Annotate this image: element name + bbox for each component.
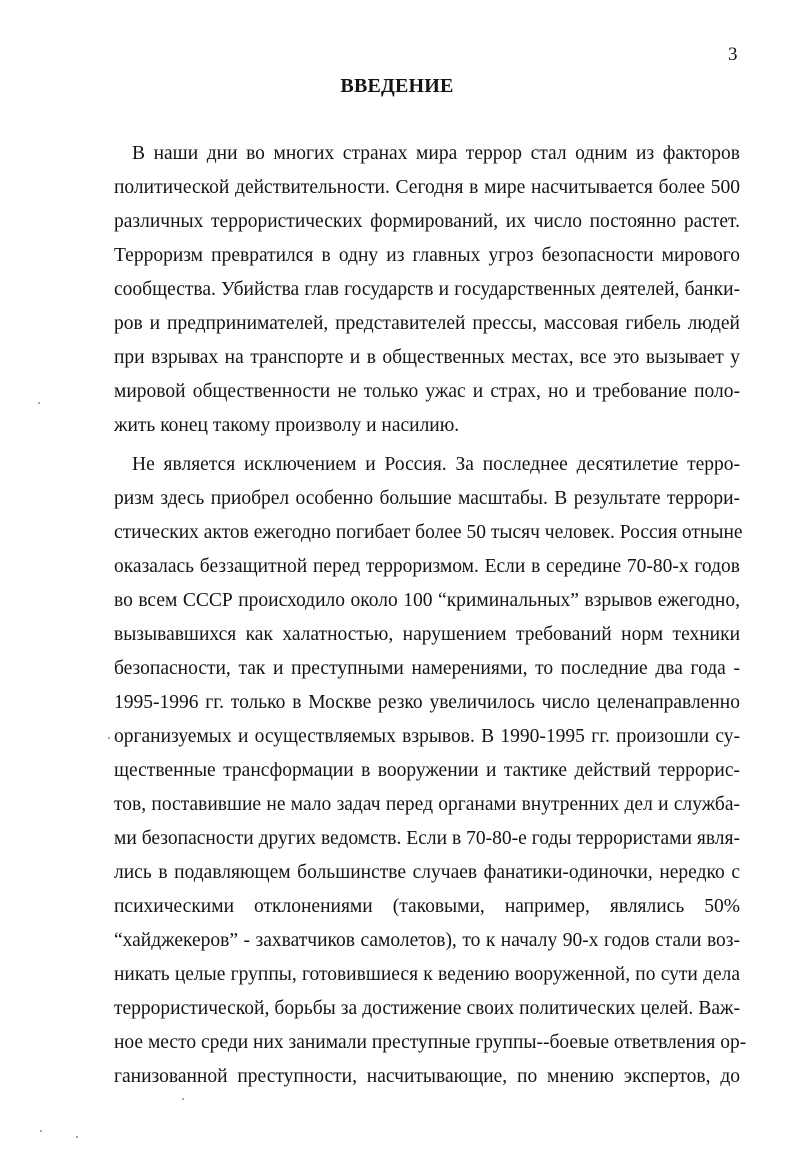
scan-speck [40, 1130, 42, 1132]
text-line: террористической, борьбы за достижение своих политических целей. Важ- [114, 998, 740, 1019]
text-line: ми безопасности других ведомств. Если в 70-80-е годы террористами явля- [114, 828, 740, 849]
text-line: психическими отклонениями (таковыми, например, являлись 50% [114, 896, 740, 917]
text-line: ганизованной преступности, насчитывающие, по мнению экспертов, до [114, 1066, 740, 1087]
text-line: вызывавшихся как халатностью, нарушением требований норм техники [114, 624, 740, 645]
text-line: во всем СССР происходило около 100 “криминальных” взрывов ежегодно, [114, 590, 740, 611]
text-line: оказалась беззащитной перед терроризмом. Если в середине 70-80-х годов [114, 556, 740, 577]
text-line: ризм здесь приобрел особенно большие масштабы. В результате террори- [114, 488, 740, 509]
text-line: лись в подавляющем большинстве случаев фанатики-одиночки, нередко с [114, 862, 740, 883]
scan-speck [76, 1136, 78, 1138]
text-line: различных террористических формирований, их число постоянно растет. [114, 211, 740, 232]
text-line: 1995-1996 гг. только в Москве резко увеличилось число целенаправленно [114, 692, 740, 713]
scan-speck [38, 402, 40, 404]
text-line: сообщества. Убийства глав государств и государственных деятелей, банки- [114, 279, 740, 300]
text-line: никать целые группы, готовившиеся к ведению вооруженной, по сути дела [114, 964, 740, 985]
text-line: безопасности, так и преступными намерениями, то последние два года - [114, 658, 740, 679]
scan-speck [182, 1098, 184, 1100]
text-line: стических актов ежегодно погибает более 50 тысяч человек. Россия отныне [114, 522, 743, 543]
text-line: Терроризм превратился в одну из главных угроз безопасности мирового [114, 245, 740, 266]
text-line: при взрывах на транспорте и в общественных местах, все это вызывает у [114, 347, 740, 368]
scan-speck [108, 737, 110, 739]
text-line: щественные трансформации в вооружении и тактике действий террорис- [114, 760, 740, 781]
text-line: Не является исключением и Россия. За последнее десятилетие терро- [132, 454, 740, 475]
text-line: ров и предпринимателей, представителей прессы, массовая гибель людей [114, 313, 740, 334]
text-line: тов, поставившие не мало задач перед органами внутренних дел и служба- [114, 794, 740, 815]
text-line: организуемых и осуществляемых взрывов. В 1990-1995 гг. произошли су- [114, 726, 740, 747]
text-line: “хайджекеров” - захватчиков самолетов), то к началу 90-х годов стали воз- [114, 930, 740, 951]
text-line: политической действительности. Сегодня в мире насчитывается более 500 [114, 177, 740, 198]
text-line: жить конец такому произволу и насилию. [114, 415, 460, 436]
text-line: ное место среди них занимали преступные группы--боевые ответвления ор- [114, 1032, 747, 1053]
page-title: ВВЕДЕНИЕ [340, 75, 454, 97]
text-line: мировой общественности не только ужас и страх, но и требование поло- [114, 381, 740, 402]
page-number: 3 [728, 44, 738, 65]
text-line: В наши дни во многих странах мира террор стал одним из факторов [132, 143, 740, 164]
